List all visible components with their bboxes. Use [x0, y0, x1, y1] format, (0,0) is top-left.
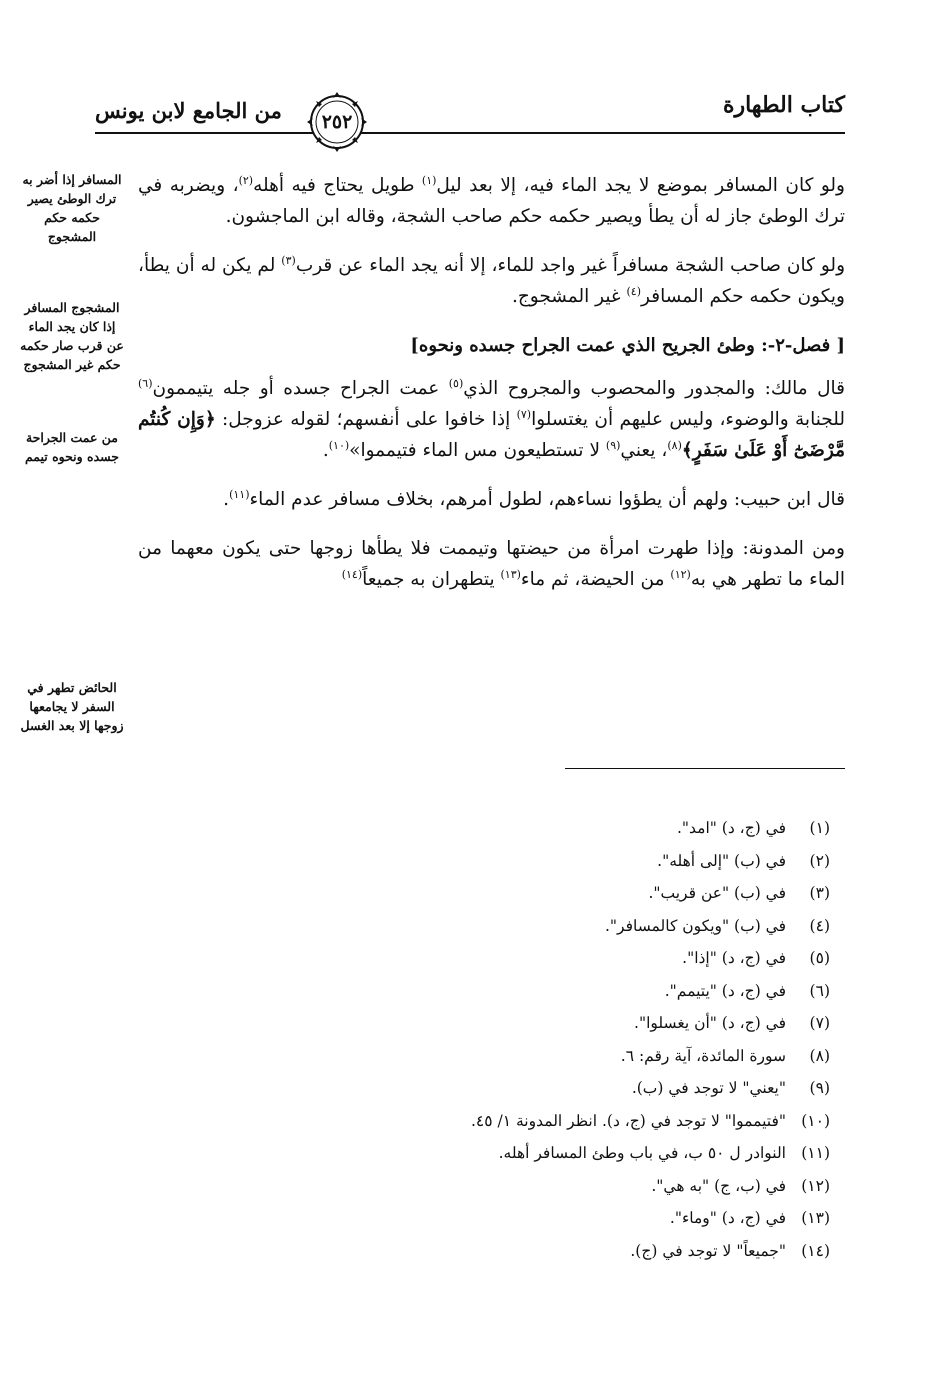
footnote — [230, 1072, 830, 1105]
page-number: ٢٥٢ — [321, 111, 353, 133]
work-title: من الجامع لابن يونس — [95, 98, 282, 123]
footnote-text: "جميعاً" لا توجد في (ج). — [630, 1241, 786, 1260]
paragraph: قال مالك: والمجدور والمحصوب والمجروح الذي$^{(٥)}$ عمت الجراح جسده أو جله يتيممون$^{(٦)}$ للجنابة والوضوء، وليس عليهم أن يغتسلوا$^{(٧)}$ إذا خافوا على أنفسهم؛ لقوله عزوجل: ﴿وَإِن كُنتُم مَّرْضَىٰٓ أَوْ عَلَىٰ سَفَرٍ﴾$^{(٨)}$، يعني$^{(٩)}$ لا تستطيعون مس الماء فتيمموا»$^{(١٠)}$. — [138, 376, 845, 461]
book-title: كتاب الطهارة — [722, 92, 845, 118]
footnotes — [230, 812, 830, 1267]
footnote-ref[interactable]: (١) — [421, 173, 437, 187]
footnote-number: (٩) — [809, 1079, 830, 1097]
footnote-number: (٢) — [809, 851, 830, 870]
margin-note: المشجوج المسافر إذا كان يجد الماء عن قرب صار حكمه حكم غير المشجوج — [20, 300, 124, 372]
footnote-text: النوادر ل ٥٠ ب، في باب وطئ المسافر أهله. — [498, 1144, 786, 1162]
section-heading: [ فصل-٢-: وطئ الجريح الذي عمت الجراح جسده ونحوه] — [410, 335, 845, 356]
footnote-number: (٣) — [809, 884, 830, 902]
footnote-ref[interactable]: (٦) — [138, 376, 153, 390]
footnote — [230, 910, 830, 943]
footnote-ref[interactable]: (٩) — [605, 438, 621, 452]
footnote — [230, 845, 830, 878]
footnote — [230, 942, 830, 975]
footnote-ref[interactable]: (١٤) — [341, 567, 363, 581]
footnote-ref[interactable]: (١٢) — [670, 567, 691, 581]
footnote-ref[interactable]: (٨) — [667, 438, 682, 452]
footnote-text: في (ج، د) "إذا". — [682, 949, 786, 967]
footnote-number: (١٠) — [801, 1111, 830, 1130]
quran-verse: ﴿وَإِن كُنتُم مَّرْضَىٰٓ أَوْ عَلَىٰ سَفَرٍ﴾ — [138, 409, 845, 461]
margin-note: من عمت الجراحة جسده ونحوه تيمم — [24, 430, 120, 464]
footnote — [230, 877, 830, 910]
footnote-number: (١٢) — [801, 1176, 830, 1195]
footnote-ref[interactable]: (٣) — [281, 253, 296, 267]
footnote — [230, 1202, 830, 1235]
footnote-text: في (ب) "ويكون كالمسافر". — [604, 916, 786, 935]
footnote — [230, 1105, 830, 1138]
footnote-text: في (ب) "عن قريب". — [648, 884, 786, 902]
footnote-text: في (ج، د) "أن يغسلوا". — [634, 1014, 786, 1032]
footnote-ref[interactable]: (١٣) — [500, 567, 521, 581]
footnote — [230, 1235, 830, 1268]
footnote — [230, 1137, 830, 1170]
footnote-text: في (ج، د) "يتيمم". — [664, 981, 786, 1000]
footnote — [230, 1170, 830, 1203]
footnote-number: (٥) — [809, 949, 830, 967]
footnote-ref[interactable]: (٤) — [626, 284, 642, 298]
paragraph: ولو كان صاحب الشجة مسافراً غير واجد للماء، إلا أنه يجد الماء عن قرب$^{(٣)}$ لم يكن له أن يطأ، ويكون حكمه حكم المسافر$^{(٤)}$ غير المشجوج. — [138, 253, 846, 307]
footnote-text: "فتيمموا" لا توجد في (ج، د). انظر المدونة ١/ ٤٥. — [470, 1111, 786, 1130]
paragraph: قال ابن حبيب: ولهم أن يطؤوا نساءهم، لطول أمرهم، بخلاف مسافر عدم الماء$^{(١١)}$. — [223, 487, 845, 510]
footnote-text: سورة المائدة، آية رقم: ٦. — [620, 1046, 786, 1065]
footnote — [230, 1040, 830, 1073]
footnote-number: (٤) — [809, 916, 830, 935]
footnote-text: في (ب) "إلى أهله". — [657, 851, 786, 870]
footnote-ref[interactable]: (١١) — [229, 487, 250, 501]
header-rule — [95, 132, 845, 134]
footnote-number: (١٤) — [801, 1241, 830, 1260]
paragraph: ولو كان المسافر بموضع لا يجد الماء فيه، إلا بعد ليل$^{(١)}$ طويل يحتاج فيه أهله$^{(٢)}$، ويضربه في ترك الوطئ جاز له أن يطأ ويصير حكمه حكم صاحب الشجة، وقاله ابن الماجشون. — [138, 173, 845, 227]
footnote-number: (١٣) — [801, 1209, 830, 1227]
main-text — [138, 170, 845, 613]
footnote-text: في (ب، ج) "به هي". — [651, 1176, 786, 1195]
margin-note: المسافر إذا أضر به ترك الوطئ يصير حكمه حكم المشجوج — [22, 172, 122, 244]
footnote-number: (١١) — [801, 1144, 830, 1162]
footnote-ref[interactable]: (٢) — [238, 173, 254, 187]
margin-note: الحائض تطهر في السفر لا يجامعها زوجها إلا بعد الغسل — [20, 680, 124, 733]
footnote — [230, 1007, 830, 1040]
running-header — [95, 80, 845, 170]
footnote-number: (٨) — [809, 1046, 830, 1065]
footnote — [230, 975, 830, 1008]
footnote-text: "يعني" لا توجد في (ب). — [631, 1079, 786, 1097]
footnote-ref[interactable]: (٥) — [448, 376, 464, 390]
footnote-text: في (ج، د) "امد". — [676, 819, 786, 837]
footnote-ref[interactable]: (٧) — [516, 407, 532, 421]
footnote-rule — [565, 768, 845, 769]
footnote-ref[interactable]: (١٠) — [328, 438, 350, 452]
footnote-number: (١) — [809, 819, 830, 837]
paragraph: ومن المدونة: وإذا طهرت امرأة من حيضتها وتيممت فلا يطأها زوجها حتى يكون معهما من الماء ما تطهر هي به$^{(١٢)}$ من الحيضة، ثم ماء$^{(١٣)}$ يتطهران به جميعاً$^{(١٤)}$ — [138, 538, 845, 590]
footnote-text: في (ج، د) "وماء". — [669, 1209, 786, 1227]
footnote-number: (٦) — [809, 981, 830, 1000]
footnote-number: (٧) — [809, 1014, 830, 1032]
footnote — [230, 812, 830, 845]
